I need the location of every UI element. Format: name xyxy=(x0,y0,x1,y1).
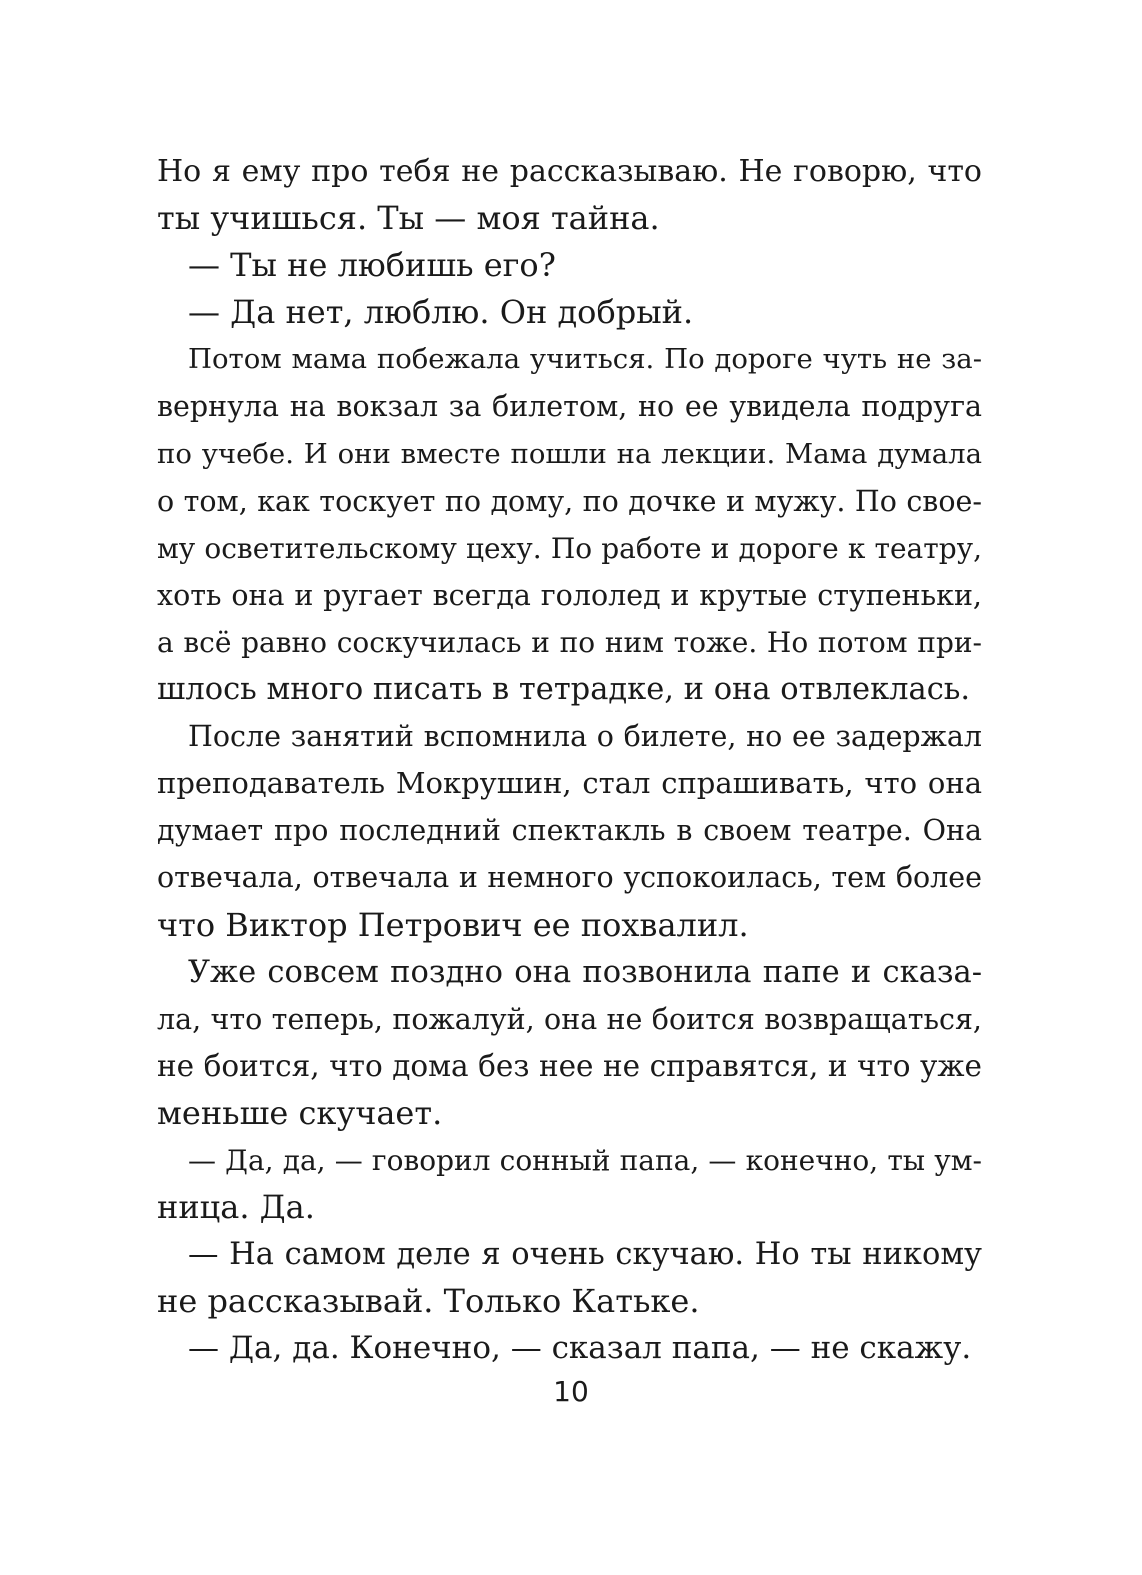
text-line: — Да нет, люблю. Он добрый. xyxy=(188,293,694,332)
text-line: не рассказывай. Только Катьке. xyxy=(157,1282,700,1321)
text-line: ты учишься. Ты — моя тайна. xyxy=(157,199,660,238)
text-line: о том, как тоскует по дому, по дочке и мужу. По свое- xyxy=(157,484,982,518)
text-line: шлось много писать в тетрадке, и она отвлеклась. xyxy=(157,672,971,708)
text-line: а всё равно соскучилась и по ним тоже. Но потом при- xyxy=(157,625,982,659)
page-text xyxy=(157,148,982,1372)
text-line: ница. Да. xyxy=(157,1188,315,1227)
text-line: преподаватель Мокрушин, стал спрашивать, что она xyxy=(157,766,982,801)
text-line: — Ты не любишь его? xyxy=(188,246,556,285)
text-line: — На самом деле я очень скучаю. Но ты никому xyxy=(188,1237,982,1273)
text-line: Потом мама побежала учиться. По дороге чуть не за- xyxy=(188,343,982,376)
text-line: ла, что теперь, пожалуй, она не боится возвращаться, xyxy=(157,1002,982,1036)
text-line: После занятий вспомнила о билете, но ее задержал xyxy=(188,720,982,754)
text-line: Уже совсем поздно она позвонила папе и сказа- xyxy=(188,954,982,990)
text-line: му осветительскому цеху. По работе и дороге к театру, xyxy=(157,531,982,565)
text-line: — Да, да, — говорил сонный папа, — конечно, ты ум- xyxy=(188,1143,982,1177)
text-line: отвечала, отвечала и немного успокоилась, тем более xyxy=(157,861,982,895)
text-line: — Да, да. Конечно, — сказал папа, — не скажу. xyxy=(188,1330,972,1367)
text-line: не боится, что дома без нее не справятся, и что уже xyxy=(157,1048,982,1083)
page-number: 10 xyxy=(553,1375,589,1408)
text-line: по учебе. И они вместе пошли на лекции. Мама думала xyxy=(157,437,982,470)
text-line: что Виктор Петрович ее похвалил. xyxy=(157,905,749,944)
text-line: вернула на вокзал за билетом, но ее увидела подруга xyxy=(157,390,982,424)
text-line: хоть она и ругает всегда гололед и крутые ступеньки, xyxy=(157,578,982,612)
text-line: думает про последний спектакль в своем театре. Она xyxy=(157,814,982,848)
text-line: Но я ему про тебя не рассказываю. Не говорю, что xyxy=(157,154,982,189)
text-line: меньше скучает. xyxy=(157,1093,443,1132)
